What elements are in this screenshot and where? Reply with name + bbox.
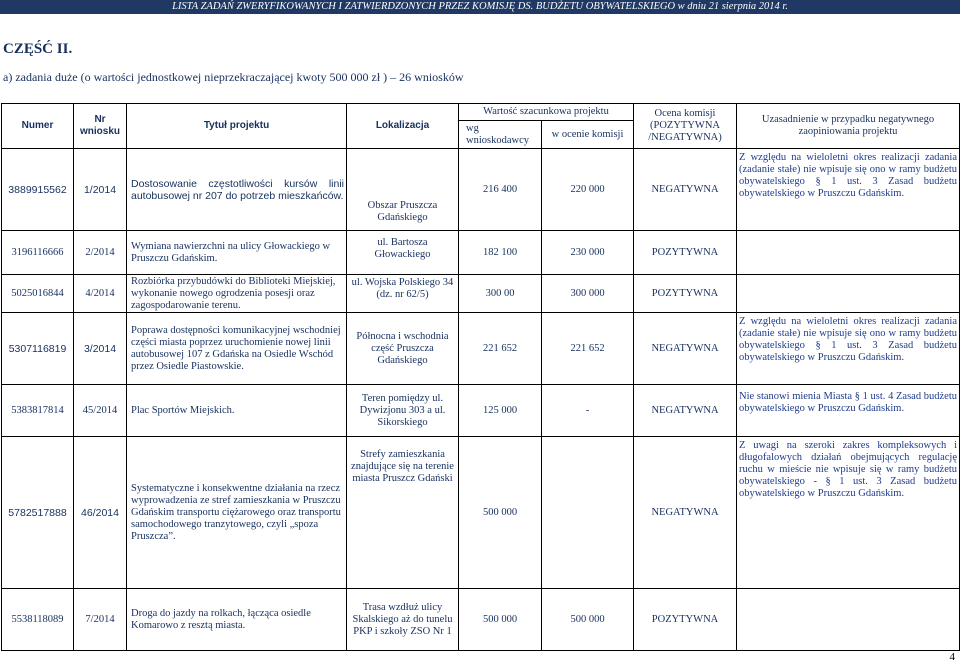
cell-evaluation: NEGATYWNA [634,437,737,589]
cell-location: Strefy zamieszkania znajdujące się na terenie miasta Pruszcz Gdański [347,437,459,589]
cell-location: Obszar Pruszcza Gdańskiego [347,149,459,231]
cell-evaluation: NEGATYWNA [634,313,737,385]
header-value-committee: w ocenie komisji [542,121,634,149]
cell-justification: Nie stanowi mienia Miasta § 1 ust. 4 Zasad budżetu obywatelskiego w Pruszczu Gdańskim. [737,385,960,437]
cell-evaluation: NEGATYWNA [634,385,737,437]
header-evaluation: Ocena komisji (POZYTYWNA /NEGATYWNA) [634,104,737,149]
cell-justification [737,589,960,651]
cell-application-no: 45/2014 [74,385,127,437]
header-number: Numer [2,104,74,149]
cell-evaluation: POZYTYWNA [634,275,737,313]
table-body [2,149,960,651]
cell-application-no: 46/2014 [74,437,127,589]
cell-value-committee [542,437,634,589]
table-row [2,313,960,385]
cell-evaluation: NEGATYWNA [634,149,737,231]
cell-location: ul. Bartosza Głowackiego [347,231,459,275]
cell-number: 5782517888 [2,437,74,589]
page-number: 4 [949,651,955,663]
cell-application-no: 3/2014 [74,313,127,385]
cell-application-no: 1/2014 [74,149,127,231]
cell-evaluation: POZYTYWNA [634,589,737,651]
cell-justification: Z względu na wieloletni okres realizacji zadania (zadanie stałe) nie wpisuje się ono w ramy budżetu obywatelskiego § 1 ust. 3 Zasad budżetu obywatelskiego w Pruszczu Gdańskim. [737,313,960,385]
cell-value-committee: 230 000 [542,231,634,275]
cell-location: Teren pomiędzy ul. Dywizjonu 303 a ul. Sikorskiego [347,385,459,437]
table-row [2,149,960,231]
header-application-no: Nr wniosku [74,104,127,149]
cell-application-no: 7/2014 [74,589,127,651]
document-banner: LISTA ZADAŃ ZWERYFIKOWANYCH I ZATWIERDZONYCH PRZEZ KOMISJĘ DS. BUDŻETU OBYWATELSKIEGO w dniu 21 sierpnia 2014 r. [0,0,960,14]
cell-value-applicant: 182 100 [459,231,542,275]
header-value-applicant: wg wnioskodawcy [459,121,542,149]
cell-value-applicant: 221 652 [459,313,542,385]
cell-value-applicant: 216 400 [459,149,542,231]
table-row [2,385,960,437]
cell-value-applicant: 125 000 [459,385,542,437]
table-row [2,589,960,651]
header-title: Tytuł projektu [127,104,347,149]
cell-number: 3889915562 [2,149,74,231]
cell-value-applicant: 500 000 [459,437,542,589]
cell-location: Trasa wzdłuż ulicy Skalskiego aż do tunelu PKP i szkoły ZSO Nr 1 [347,589,459,651]
cell-title: Systematyczne i konsekwentne działania na rzecz wyprowadzenia ze stref zamieszkania w Pruszczu Gdańskim transportu ciężarowego oraz transportu samochodowego tranzytowego, czyli „spoza Pruszcza”. [127,437,347,589]
cell-value-committee: 300 000 [542,275,634,313]
table-row [2,275,960,313]
cell-title: Plac Sportów Miejskich. [127,385,347,437]
cell-number: 5307116819 [2,313,74,385]
cell-title: Wymiana nawierzchni na ulicy Głowackiego w Pruszczu Gdańskim. [127,231,347,275]
cell-value-applicant: 500 000 [459,589,542,651]
cell-title: Poprawa dostępności komunikacyjnej wschodniej części miasta poprzez uruchomienie nowej linii autobusowej 107 z Gdańska na Osiedle Wschód przez Osiedle Piastowskie. [127,313,347,385]
cell-justification: Z uwagi na szeroki zakres kompleksowych i długofalowych działań obejmujących regulację ruchu w mieście nie wpisuje się w ramy budżetu obywatelskiego - § 1 ust. 3 Zasad budżetu obywatelskiego w Pruszczu Gdańskim. [737,437,960,589]
cell-justification [737,231,960,275]
cell-evaluation: POZYTYWNA [634,231,737,275]
header-justification: Uzasadnienie w przypadku negatywnego zaopiniowania projektu [737,104,960,149]
cell-number: 5538118089 [2,589,74,651]
cell-application-no: 4/2014 [74,275,127,313]
cell-title: Droga do jazdy na rolkach, łącząca osiedle Komarowo z resztą miasta. [127,589,347,651]
cell-justification [737,275,960,313]
cell-location: ul. Wojska Polskiego 34 (dz. nr 62/5) [347,275,459,313]
cell-number: 5383817814 [2,385,74,437]
table-row [2,231,960,275]
cell-title: Rozbiórka przybudówki do Biblioteki Miejskiej, wykonanie nowego ogrodzenia posesji oraz zagospodarowanie terenu. [127,275,347,313]
proposals-table [1,103,960,651]
cell-application-no: 2/2014 [74,231,127,275]
table-header [2,104,960,149]
cell-value-committee: - [542,385,634,437]
cell-location: Północna i wschodnia część Pruszcza Gdańskiego [347,313,459,385]
header-estimated-value: Wartość szacunkowa projektu [459,104,634,121]
cell-number: 3196116666 [2,231,74,275]
cell-value-committee: 220 000 [542,149,634,231]
cell-justification: Z względu na wieloletni okres realizacji zadania (zadanie stałe) nie wpisuje się ono w ramy budżetu obywatelskiego § 1 ust. 3 Zasad budżetu obywatelskiego w Pruszczu Gdańskim. [737,149,960,231]
header-location: Lokalizacja [347,104,459,149]
header-row [2,104,960,121]
cell-number: 5025016844 [2,275,74,313]
cell-value-committee: 221 652 [542,313,634,385]
cell-title: Dostosowanie częstotliwości kursów linii autobusowej nr 207 do potrzeb mieszkańców. [127,149,347,231]
cell-value-applicant: 300 00 [459,275,542,313]
subsection-title: a) zadania duże (o wartości jednostkowej nieprzekraczającej kwoty 500 000 zł ) – 26 wniosków [3,70,464,84]
section-title: CZĘŚĆ II. [3,41,73,57]
table-row [2,437,960,589]
cell-value-committee: 500 000 [542,589,634,651]
